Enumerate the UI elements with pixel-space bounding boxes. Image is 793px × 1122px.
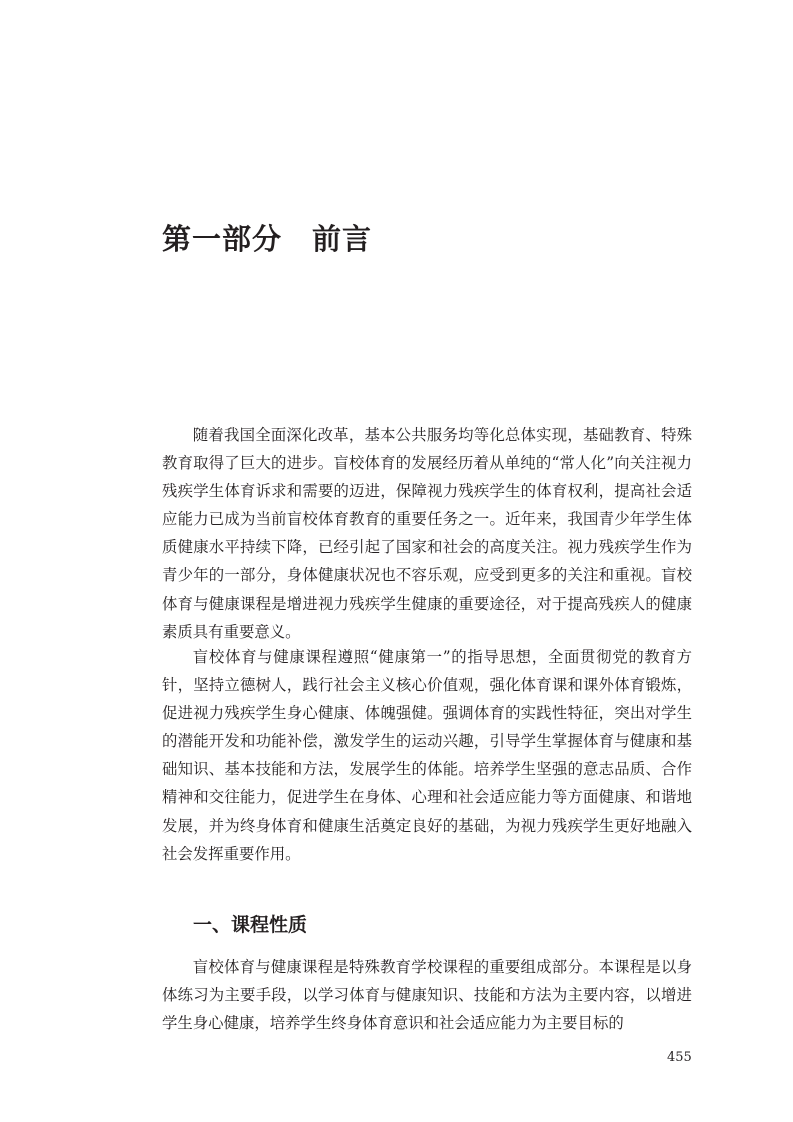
section-heading-course-nature: 一、课程性质 (193, 914, 308, 936)
page-number: 455 (667, 1050, 692, 1065)
part-title-text: 前言 (312, 222, 373, 256)
part-number-label: 第一部分 (162, 222, 283, 256)
course-nature-paragraph: 盲校体育与健康课程是特殊教育学校课程的重要组成部分。本课程是以身体练习为主要手段，以学习体育与健康知识、技能和方法为主要内容，以增进学生身心健康，培养学生终身体育意识和社会适应能力为主要目标的 (162, 958, 692, 1033)
part-title (162, 222, 372, 257)
intro-paragraph-1: 随着我国全面深化改革，基本公共服务均等化总体实现，基础教育、特殊教育取得了巨大的进步。盲校体育的发展经历着从单纯的“常人化”向关注视力残疾学生体育诉求和需要的迈进，保障视力残疾学生的体育权利，提高社会适应能力已成为当前盲校体育教育的重要任务之一。近年来，我国青少年学生体质健康水平持续下降，已经引起了国家和社会的高度关注。视力残疾学生作为青少年的一部分，身体健康状况也不容乐观，应受到更多的关注和重视。盲校体育与健康课程是增进视力残疾学生健康的重要途径，对于提高残疾人的健康素质具有重要意义。 (162, 426, 692, 641)
intro-paragraph-2: 盲校体育与健康课程遵照“健康第一”的指导思想，全面贯彻党的教育方针，坚持立德树人，践行社会主义核心价值观，强化体育课和课外体育锻炼，促进视力残疾学生身心健康、体魄强健。强调体育的实践性特征，突出对学生的潜能开发和功能补偿，激发学生的运动兴趣，引导学生掌握体育与健康和基础知识、基本技能和方法，发展学生的体能。培养学生坚强的意志品质、合作精神和交往能力，促进学生在身体、心理和社会适应能力等方面健康、和谐地发展，并为终身体育和健康生活奠定良好的基础，为视力残疾学生更好地融入社会发挥重要作用。 (162, 648, 692, 863)
